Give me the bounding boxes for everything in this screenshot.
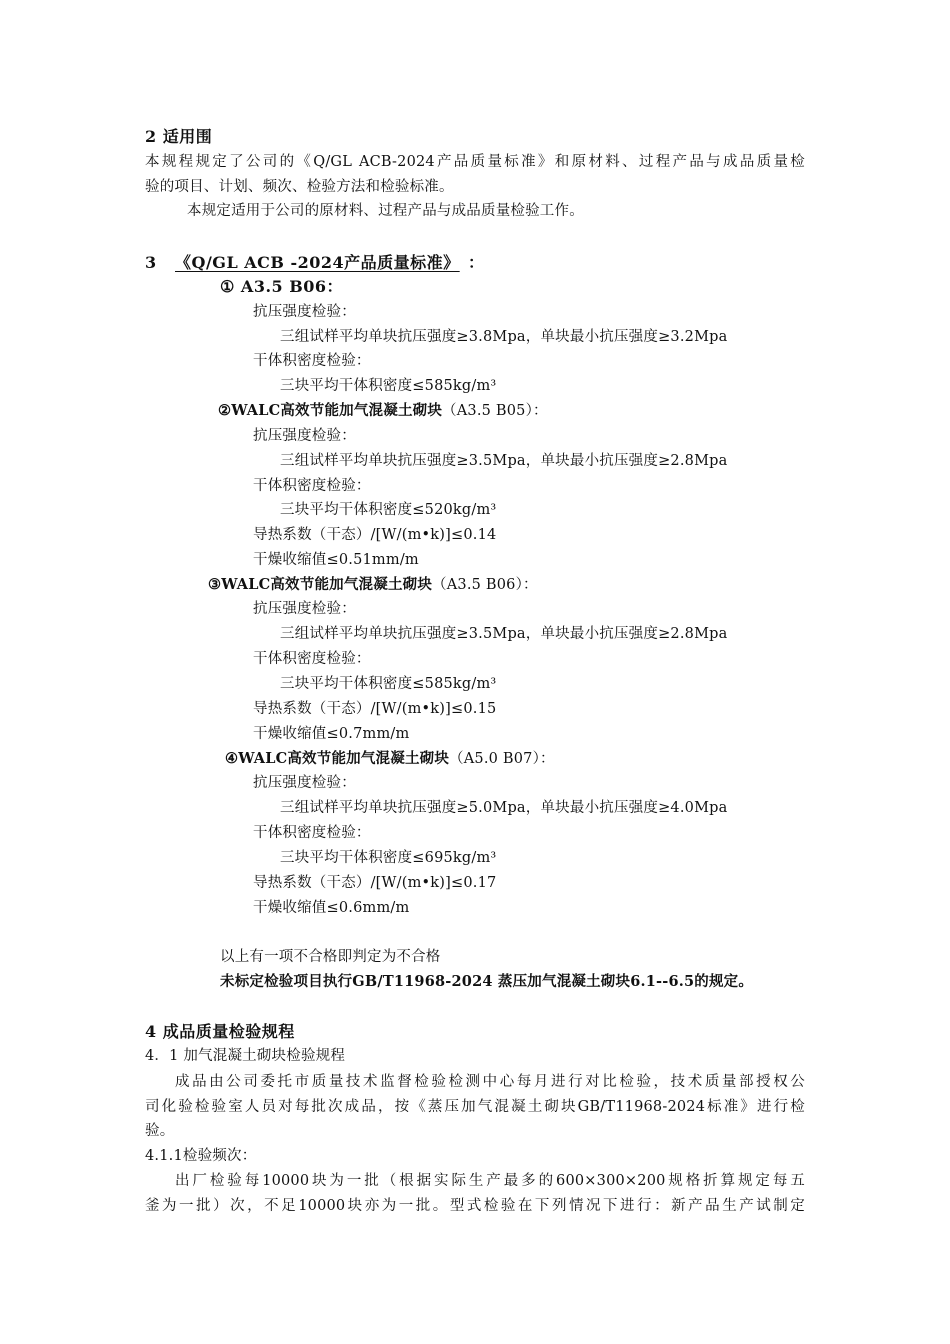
product-3-title-spec: （A3.5 B06）： xyxy=(432,577,538,593)
product-2-title-bold: ②WALC高效节能加气混凝土砌块 xyxy=(218,402,443,419)
compressive-strength-label: 抗压强度检验： xyxy=(253,304,356,320)
drying-shrinkage: 干燥收缩值≤0.6mm/m xyxy=(253,900,410,916)
dry-density-label: 干体积密度检验： xyxy=(253,651,371,667)
drying-shrinkage: 干燥收缩值≤0.7mm/m xyxy=(253,726,410,742)
product-4-title-bold: ④WALC高效节能加气混凝土砌块 xyxy=(225,750,450,767)
section-3-colon: ： xyxy=(468,253,485,272)
product-4-title-spec: （A5.0 B07）： xyxy=(449,751,555,767)
product-2-title xyxy=(218,401,548,421)
section-4-heading: 4 成品质量检验规程 xyxy=(145,1022,295,1041)
section-4-paragraph-line: 成品由公司委托市质量技术监督检验检测中心每月进行对比检验，技术质量部授权公 xyxy=(175,1074,805,1090)
compressive-strength-value: 三组试样平均单块抗压强度≥5.0Mpa，单块最小抗压强度≥4.0Mpa xyxy=(280,800,728,816)
section-3-title: 《Q/GL ACB -2024产品质量标准》 xyxy=(175,253,460,272)
thermal-conductivity: 导热系数（干态）/[W/(m•k)]≤0.15 xyxy=(253,701,497,717)
section-3-number: 3 xyxy=(145,253,157,272)
dry-density-label: 干体积密度检验： xyxy=(253,478,371,494)
unspecified-items-note: 未标定检验项目执行GB/T11968-2024 蒸压加气混凝土砌块6.1--6.5的规定。 xyxy=(220,973,754,990)
compressive-strength-value: 三组试样平均单块抗压强度≥3.5Mpa，单块最小抗压强度≥2.8Mpa xyxy=(280,453,728,469)
inspection-frequency-line: 出厂检验每10000块为一批（根据实际生产最多的600×300×200规格折算规定每五 xyxy=(175,1173,805,1189)
dry-density-value: 三块平均干体积密度≤695kg/m³ xyxy=(280,850,497,866)
section-2-paragraph-line: 验的项目、计划、频次、检验方法和检验标准。 xyxy=(145,179,454,195)
compressive-strength-label: 抗压强度检验： xyxy=(253,775,356,791)
product-3-title-bold: ③WALC高效节能加气混凝土砌块 xyxy=(208,576,433,593)
drying-shrinkage: 干燥收缩值≤0.51mm/m xyxy=(253,552,419,568)
subsection-4-1-1-heading: 4.1.1检验频次： xyxy=(145,1148,257,1164)
section-2-scope-paragraph: 本规定适用于公司的原材料、过程产品与成品质量检验工作。 xyxy=(187,203,584,219)
section-4-paragraph-line: 司化验检验室人员对每批次成品，按《蒸压加气混凝土砌块GB/T11968-2024标准》进行检 xyxy=(145,1099,805,1115)
section-2-heading: 2 适用围 xyxy=(145,127,213,146)
dry-density-value: 三块平均干体积密度≤585kg/m³ xyxy=(280,378,497,394)
thermal-conductivity: 导热系数（干态）/[W/(m•k)]≤0.14 xyxy=(253,527,497,543)
product-2-title-spec: （A3.5 B05）： xyxy=(442,403,548,419)
thermal-conductivity: 导热系数（干态）/[W/(m•k)]≤0.17 xyxy=(253,875,497,891)
dry-density-value: 三块平均干体积密度≤520kg/m³ xyxy=(280,502,497,518)
product-3-title xyxy=(208,575,538,595)
compressive-strength-label: 抗压强度检验： xyxy=(253,601,356,617)
product-1-title: ① A3.5 B06： xyxy=(220,277,344,296)
product-4-title xyxy=(225,749,555,769)
compressive-strength-value: 三组试样平均单块抗压强度≥3.5Mpa，单块最小抗压强度≥2.8Mpa xyxy=(280,626,728,642)
dry-density-value: 三块平均干体积密度≤585kg/m³ xyxy=(280,676,497,692)
inspection-frequency-line: 釜为一批）次，不足10000块亦为一批。型式检验在下列情况下进行：新产品生产试制定 xyxy=(145,1198,805,1214)
subsection-4-1-heading: 4．1 加气混凝土砌块检验规程 xyxy=(145,1048,346,1064)
section-4-paragraph-line: 验。 xyxy=(145,1123,175,1139)
compressive-strength-label: 抗压强度检验： xyxy=(253,428,356,444)
compressive-strength-value: 三组试样平均单块抗压强度≥3.8Mpa，单块最小抗压强度≥3.2Mpa xyxy=(280,329,728,345)
dry-density-label: 干体积密度检验： xyxy=(253,353,371,369)
section-2-paragraph-line: 本规程规定了公司的《Q/GL ACB-2024产品质量标准》和原材料、过程产品与成品质量检 xyxy=(145,154,805,170)
fail-rule-note: 以上有一项不合格即判定为不合格 xyxy=(220,949,441,965)
dry-density-label: 干体积密度检验： xyxy=(253,825,371,841)
